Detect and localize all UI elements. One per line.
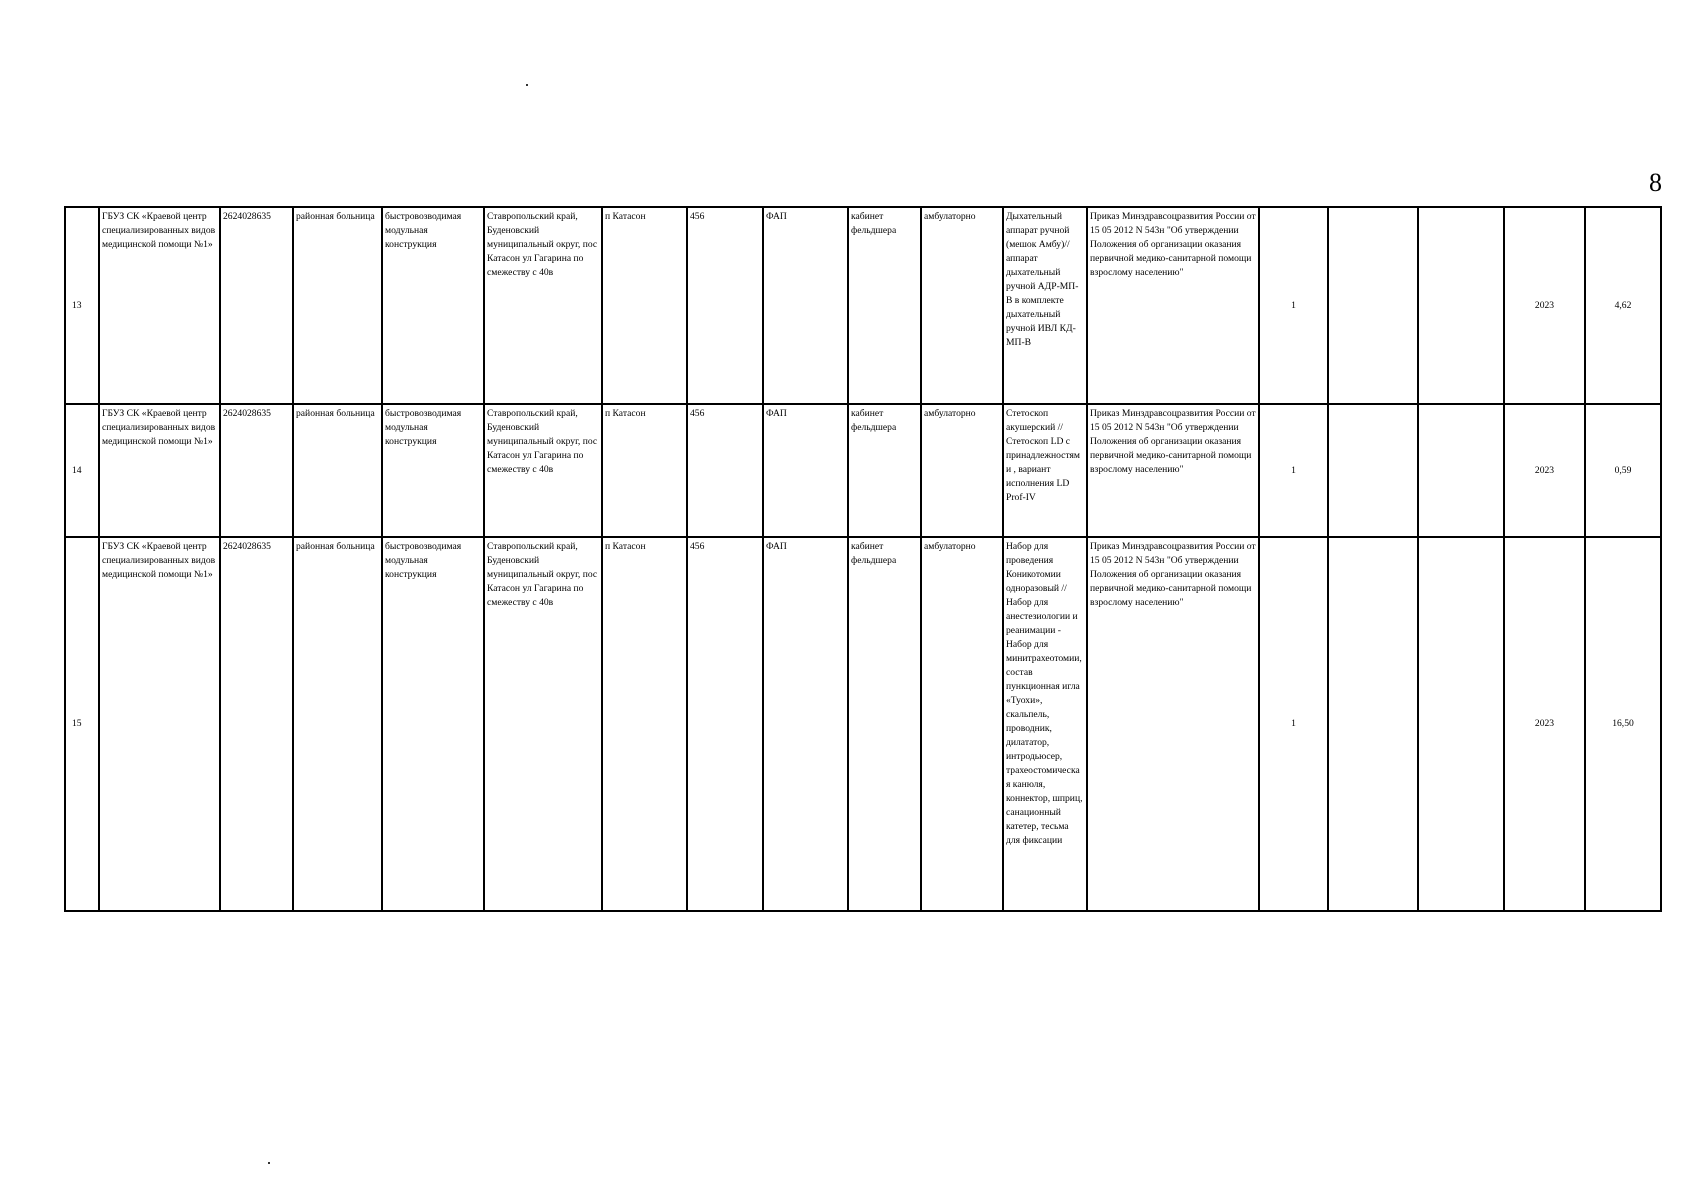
order-cell: Приказ Минздравсоцразвития России от 15 05 2012 N 543н "Об утверждении Положения об организации оказания первичной медико-санитарной помощи взрослому населению" bbox=[1087, 404, 1259, 537]
equipment-table bbox=[64, 206, 1662, 912]
equipment-cell: Дыхательный аппарат ручной (мешок Амбу)// аппарат дыхательный ручной АДР-МП-В в комплекте дыхательный ручной ИВЛ КД-МП-В bbox=[1003, 207, 1087, 404]
institution-type-cell: районная больница bbox=[293, 404, 382, 537]
empty-cell bbox=[1328, 404, 1418, 537]
amount-cell: 16,50 bbox=[1585, 537, 1661, 911]
empty-cell bbox=[1328, 537, 1418, 911]
construction-cell: быстровозводимая модульная конструкция bbox=[382, 404, 484, 537]
year-cell: 2023 bbox=[1504, 537, 1585, 911]
population-cell: 456 bbox=[687, 404, 763, 537]
empty-cell bbox=[1418, 404, 1504, 537]
facility-cell: ФАП bbox=[763, 537, 848, 911]
amount-cell: 0,59 bbox=[1585, 404, 1661, 537]
amount-cell: 4,62 bbox=[1585, 207, 1661, 404]
scan-speck bbox=[268, 1162, 270, 1164]
institution-type-cell: районная больница bbox=[293, 537, 382, 911]
year-cell: 2023 bbox=[1504, 207, 1585, 404]
settlement-cell: п Катасон bbox=[602, 404, 687, 537]
address-cell: Ставропольский край, Буденовский муниципальный округ, пос Катасон ул Гагарина по смежеству с 40в bbox=[484, 537, 602, 911]
care-mode-cell: амбулаторно bbox=[921, 207, 1003, 404]
page-number: 8 bbox=[1649, 168, 1662, 197]
equipment-cell: Стетоскоп акушерский // Стетоскоп LD с принадлежностями , вариант исполнения LD Prof-IV bbox=[1003, 404, 1087, 537]
table-row bbox=[65, 537, 1661, 911]
inn-cell: 2624028635 bbox=[220, 207, 293, 404]
population-cell: 456 bbox=[687, 537, 763, 911]
inn-cell: 2624028635 bbox=[220, 537, 293, 911]
organization-cell: ГБУЗ СК «Краевой центр специализированных видов медицинской помощи №1» bbox=[99, 207, 220, 404]
construction-cell: быстровозводимая модульная конструкция bbox=[382, 207, 484, 404]
empty-cell bbox=[1418, 537, 1504, 911]
room-cell: кабинет фельдшера bbox=[848, 537, 921, 911]
facility-cell: ФАП bbox=[763, 207, 848, 404]
address-cell: Ставропольский край, Буденовский муниципальный округ, пос Катасон ул Гагарина по смежеству с 40в bbox=[484, 404, 602, 537]
quantity-cell: 1 bbox=[1259, 537, 1328, 911]
settlement-cell: п Катасон bbox=[602, 207, 687, 404]
organization-cell: ГБУЗ СК «Краевой центр специализированных видов медицинской помощи №1» bbox=[99, 537, 220, 911]
room-cell: кабинет фельдшера bbox=[848, 404, 921, 537]
quantity-cell: 1 bbox=[1259, 207, 1328, 404]
settlement-cell: п Катасон bbox=[602, 537, 687, 911]
table-row bbox=[65, 207, 1661, 404]
construction-cell: быстровозводимая модульная конструкция bbox=[382, 537, 484, 911]
quantity-cell: 1 bbox=[1259, 404, 1328, 537]
row-number: 14 bbox=[65, 404, 99, 537]
room-cell: кабинет фельдшера bbox=[848, 207, 921, 404]
row-number: 15 bbox=[65, 537, 99, 911]
row-number: 13 bbox=[65, 207, 99, 404]
care-mode-cell: амбулаторно bbox=[921, 537, 1003, 911]
inn-cell: 2624028635 bbox=[220, 404, 293, 537]
care-mode-cell: амбулаторно bbox=[921, 404, 1003, 537]
order-cell: Приказ Минздравсоцразвития России от 15 05 2012 N 543н "Об утверждении Положения об организации оказания первичной медико-санитарной помощи взрослому населению" bbox=[1087, 207, 1259, 404]
organization-cell: ГБУЗ СК «Краевой центр специализированных видов медицинской помощи №1» bbox=[99, 404, 220, 537]
population-cell: 456 bbox=[687, 207, 763, 404]
institution-type-cell: районная больница bbox=[293, 207, 382, 404]
scan-speck bbox=[526, 84, 528, 86]
facility-cell: ФАП bbox=[763, 404, 848, 537]
order-cell: Приказ Минздравсоцразвития России от 15 05 2012 N 543н "Об утверждении Положения об организации оказания первичной медико-санитарной помощи взрослому населению" bbox=[1087, 537, 1259, 911]
empty-cell bbox=[1418, 207, 1504, 404]
table-row bbox=[65, 404, 1661, 537]
address-cell: Ставропольский край, Буденовский муниципальный округ, пос Катасон ул Гагарина по смежеству с 40в bbox=[484, 207, 602, 404]
empty-cell bbox=[1328, 207, 1418, 404]
equipment-cell: Набор для проведения Коникотомии одноразовый // Набор для анестезиологии и реанимации - Набор для минитрахеотомии, состав пункционная игла «Туохи», скальпель, проводник, дилататор, интродьюсер, трахеостомическая канюля, коннектор, шприц, санационный катетер, тесьма для фиксации bbox=[1003, 537, 1087, 911]
year-cell: 2023 bbox=[1504, 404, 1585, 537]
